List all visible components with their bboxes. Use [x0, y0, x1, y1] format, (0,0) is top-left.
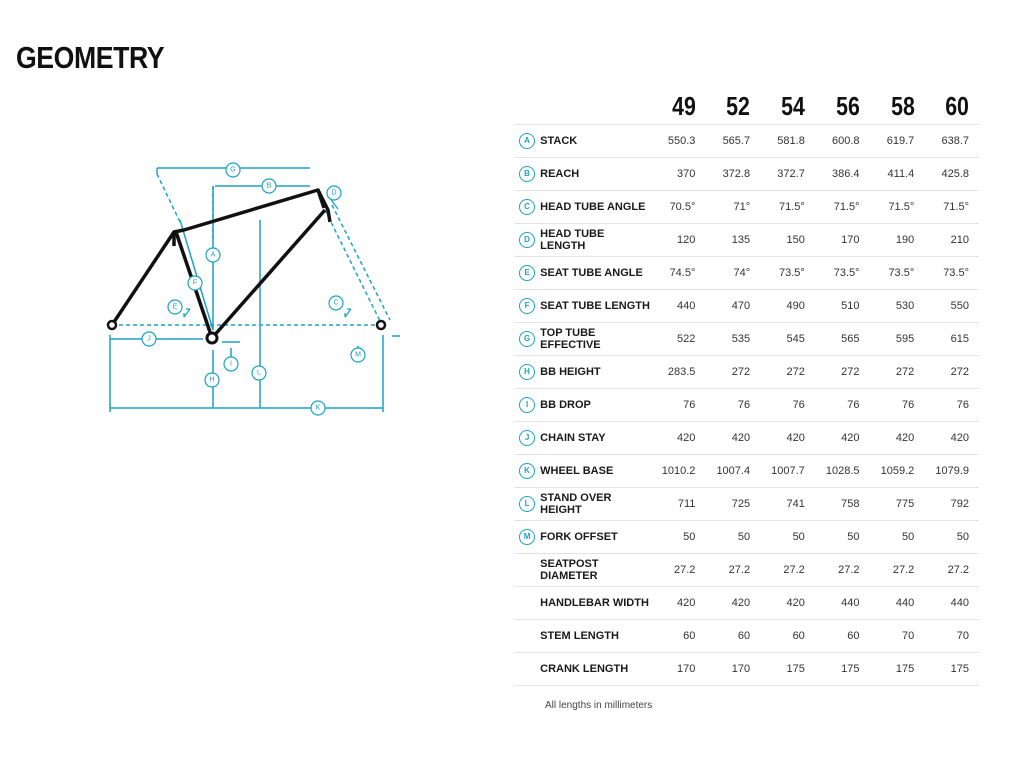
measure-value: 190	[895, 234, 915, 246]
measure-value: 70	[956, 630, 969, 642]
badge-cell	[514, 290, 540, 323]
measure-value: 70.5°	[669, 201, 696, 213]
measure-value: 175	[786, 663, 805, 675]
measure-value: 120	[677, 234, 696, 246]
measure-value: 411.4	[887, 168, 915, 180]
measure-value: 565	[841, 333, 860, 345]
measure-value: 420	[731, 432, 751, 444]
measure-value: 60	[683, 630, 696, 642]
measure-value: 76	[792, 399, 805, 411]
measure-value: 27.2	[783, 564, 805, 576]
diagram-label-c: C	[333, 299, 339, 307]
measure-value: 440	[950, 597, 969, 609]
frame-geometry-svg	[100, 150, 420, 430]
table-row	[514, 455, 979, 488]
measure-value: 741	[786, 498, 805, 510]
measure-badge: F	[519, 298, 535, 314]
measure-value: 27.2	[892, 564, 915, 576]
diagram-label-b: B	[266, 182, 272, 190]
size-header: 60	[945, 90, 970, 121]
measure-value: 150	[786, 234, 805, 246]
measure-value: 74°	[733, 267, 751, 279]
measure-value: 76	[737, 399, 751, 411]
measure-value: 135	[731, 234, 751, 246]
diagram-label-d: D	[331, 189, 337, 197]
measure-value: 27.2	[838, 564, 860, 576]
badge-cell	[514, 620, 540, 653]
measure-value: 386.4	[832, 168, 860, 180]
table-row	[514, 422, 979, 455]
measure-value: 440	[895, 597, 915, 609]
measure-value: 535	[731, 333, 751, 345]
measure-value: 522	[677, 333, 696, 345]
measure-value: 758	[841, 498, 860, 510]
measure-label: BB HEIGHT	[540, 366, 601, 378]
measure-value: 170	[677, 663, 696, 675]
measure-value: 73.5°	[943, 267, 969, 279]
measure-badge: C	[519, 199, 535, 215]
measure-badge: H	[519, 364, 535, 380]
measure-label: FORK OFFSET	[540, 531, 618, 543]
table-row	[514, 191, 979, 224]
measure-value: 50	[902, 531, 915, 543]
diagram-label-g: G	[230, 166, 236, 174]
diagram-label-h: H	[209, 376, 215, 384]
measure-value: 170	[731, 663, 751, 675]
table-row	[514, 488, 979, 521]
measure-value: 175	[950, 663, 969, 675]
measure-value: 711	[677, 498, 696, 510]
measure-label: STACK	[540, 135, 578, 147]
badge-cell	[514, 587, 540, 620]
geometry-table-body	[514, 125, 979, 686]
measure-value: 550	[950, 300, 969, 312]
measure-value: 600.8	[832, 135, 860, 147]
measure-value: 272	[786, 366, 805, 378]
measure-value: 565.7	[722, 135, 751, 147]
measure-value: 27.2	[728, 564, 751, 576]
badge-cell	[514, 224, 540, 257]
diagram-label-l: L	[257, 369, 261, 377]
measure-value: 470	[731, 300, 751, 312]
measure-value: 76	[683, 399, 696, 411]
measure-value: 775	[895, 498, 915, 510]
page-title: GEOMETRY	[16, 40, 165, 75]
measure-label: STAND OVER HEIGHT	[540, 492, 612, 516]
badge-cell	[514, 653, 540, 686]
measure-badge: D	[519, 232, 535, 248]
measure-badge: A	[519, 133, 535, 149]
table-row	[514, 257, 979, 290]
measure-badge: M	[519, 529, 535, 545]
measure-value: 490	[786, 300, 805, 312]
measure-value: 530	[895, 300, 915, 312]
measure-value: 175	[841, 663, 860, 675]
measure-badge: L	[519, 496, 535, 512]
table-row	[514, 125, 979, 158]
measure-value: 420	[895, 432, 915, 444]
measure-label: HEAD TUBE ANGLE	[540, 201, 646, 213]
badge-cell	[514, 521, 540, 554]
measure-value: 73.5°	[833, 267, 860, 279]
measure-value: 76	[847, 399, 860, 411]
table-row	[514, 389, 979, 422]
measure-label: WHEEL BASE	[540, 465, 614, 477]
badge-cell	[514, 356, 540, 389]
measure-badge: K	[519, 463, 535, 479]
table-row	[514, 224, 979, 257]
badge-cell	[514, 191, 540, 224]
measure-value: 1010.2	[661, 465, 696, 477]
measure-value: 420	[786, 432, 805, 444]
diagram-label-a: A	[210, 251, 216, 259]
measure-label: REACH	[540, 168, 580, 180]
measure-label: SEAT TUBE ANGLE	[540, 267, 643, 279]
measure-value: 420	[677, 432, 696, 444]
measure-value: 372.8	[722, 168, 751, 180]
measure-value: 27.2	[947, 564, 969, 576]
measure-value: 76	[902, 399, 915, 411]
size-header: 58	[890, 90, 915, 121]
measure-badge: B	[519, 166, 535, 182]
measure-value: 74.5°	[669, 267, 696, 279]
table-row	[514, 620, 979, 653]
measure-value: 50	[792, 531, 805, 543]
measure-value: 615	[950, 333, 969, 345]
measure-value: 725	[731, 498, 751, 510]
frame-geometry-diagram	[100, 150, 420, 430]
measure-value: 638.7	[941, 135, 969, 147]
measure-label: HEAD TUBE LENGTH	[540, 228, 605, 252]
measure-value: 71°	[733, 201, 751, 213]
measure-value: 71.5°	[833, 201, 860, 213]
diagram-label-j: J	[147, 335, 151, 343]
size-header: 56	[835, 90, 860, 121]
measure-value: 372.7	[777, 168, 805, 180]
badge-cell	[514, 455, 540, 488]
measure-value: 420	[731, 597, 751, 609]
measure-badge: J	[519, 430, 535, 446]
measure-value: 581.8	[777, 135, 805, 147]
measure-value: 50	[956, 531, 969, 543]
measure-value: 550.3	[667, 135, 696, 147]
measure-label: HANDLEBAR WIDTH	[540, 597, 649, 609]
measure-value: 73.5°	[779, 267, 805, 279]
measure-value: 440	[677, 300, 696, 312]
table-row	[514, 521, 979, 554]
badge-cell	[514, 257, 540, 290]
table-row	[514, 158, 979, 191]
measure-label: CHAIN STAY	[540, 432, 606, 444]
measure-value: 1079.9	[935, 465, 969, 477]
diagram-label-e: E	[172, 303, 178, 311]
measure-value: 272	[895, 366, 915, 378]
measure-value: 60	[737, 630, 751, 642]
badge-cell	[514, 158, 540, 191]
measure-value: 370	[677, 168, 696, 180]
table-row	[514, 587, 979, 620]
measure-value: 792	[950, 498, 969, 510]
measure-value: 619.7	[886, 135, 915, 147]
measure-label: SEAT TUBE LENGTH	[540, 300, 650, 312]
measure-label: TOP TUBE EFFECTIVE	[540, 327, 601, 351]
header-blank-badge	[519, 88, 540, 125]
measure-value: 420	[950, 432, 969, 444]
diagram-label-i: I	[230, 360, 232, 368]
measure-badge: E	[519, 265, 535, 281]
measure-value: 50	[683, 531, 696, 543]
measure-badge: I	[519, 397, 535, 413]
measure-value: 283.5	[667, 366, 696, 378]
measure-value: 71.5°	[943, 201, 969, 213]
measure-value: 73.5°	[888, 267, 915, 279]
measure-value: 50	[737, 531, 751, 543]
measure-value: 1059.2	[880, 465, 915, 477]
measure-value: 1007.7	[771, 465, 805, 477]
header-blank-label	[560, 88, 651, 125]
size-header: 54	[781, 90, 805, 121]
table-row	[514, 323, 979, 356]
size-header-row	[514, 88, 979, 125]
diagram-label-f: F	[192, 279, 198, 287]
badge-cell	[514, 125, 540, 158]
measure-value: 545	[786, 333, 805, 345]
badge-cell	[514, 554, 540, 587]
measure-label: BB DROP	[540, 399, 591, 411]
measure-value: 71.5°	[779, 201, 805, 213]
table-row	[514, 290, 979, 323]
diagram-label-m: M	[355, 351, 361, 359]
measure-value: 1007.4	[716, 465, 751, 477]
measure-value: 60	[847, 630, 860, 642]
badge-cell	[514, 323, 540, 356]
measure-label: STEM LENGTH	[540, 630, 619, 642]
table-row	[514, 356, 979, 389]
measure-value: 170	[841, 234, 860, 246]
measure-value: 440	[841, 597, 860, 609]
diagram-label-k: K	[315, 404, 321, 412]
measure-badge: G	[519, 331, 535, 347]
measure-value: 71.5°	[888, 201, 915, 213]
measure-value: 272	[731, 366, 751, 378]
table-row	[514, 653, 979, 686]
measure-value: 76	[956, 399, 969, 411]
measure-value: 50	[847, 531, 860, 543]
badge-cell	[514, 422, 540, 455]
size-header: 52	[726, 90, 751, 121]
measure-value: 510	[841, 300, 860, 312]
measure-value: 272	[841, 366, 860, 378]
measure-value: 420	[841, 432, 860, 444]
measure-value: 210	[950, 234, 969, 246]
measure-value: 272	[950, 366, 969, 378]
measure-value: 175	[895, 663, 915, 675]
measure-value: 60	[792, 630, 805, 642]
size-header: 49	[671, 90, 696, 121]
measure-label: CRANK LENGTH	[540, 663, 629, 675]
badge-cell	[514, 488, 540, 521]
units-note: All lengths in millimeters	[545, 700, 653, 711]
measure-label: SEATPOST DIAMETER	[540, 558, 599, 582]
measure-value: 420	[786, 597, 805, 609]
measure-value: 1028.5	[825, 465, 860, 477]
table-row	[514, 554, 979, 587]
measure-value: 27.2	[673, 564, 696, 576]
badge-cell	[514, 389, 540, 422]
measure-value: 425.8	[941, 168, 969, 180]
measure-value: 70	[902, 630, 915, 642]
measure-value: 595	[895, 333, 915, 345]
geometry-table	[514, 88, 979, 686]
measure-value: 420	[677, 597, 696, 609]
